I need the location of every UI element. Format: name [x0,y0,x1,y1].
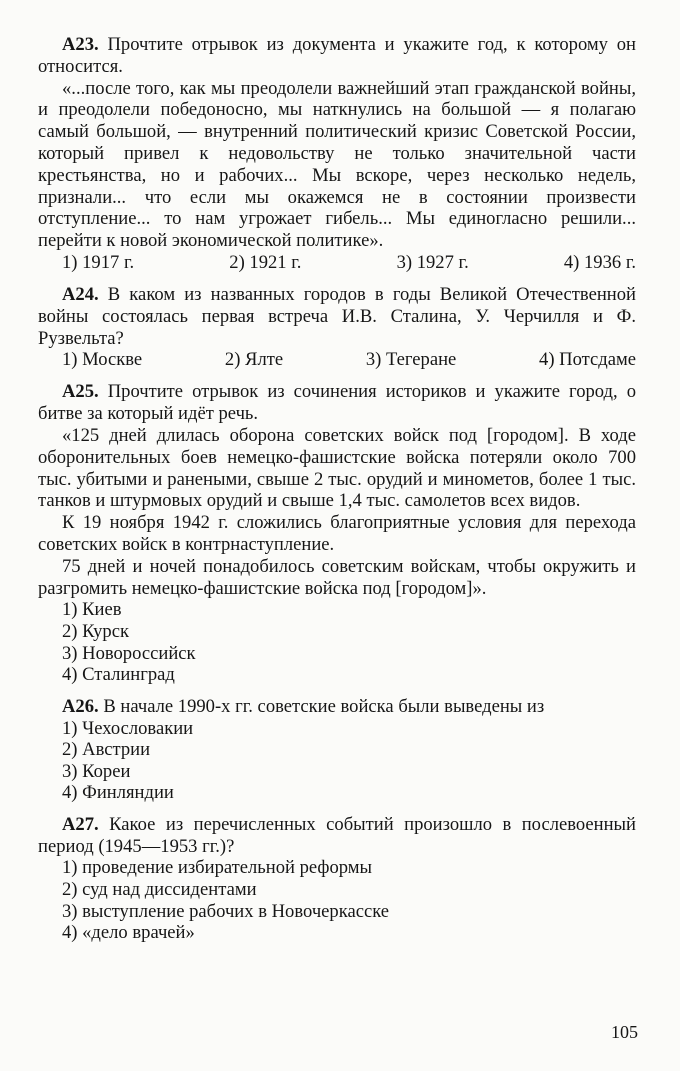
question-a27-text [38,814,636,858]
question-a26-text [38,696,636,718]
question-prompt: В каком из названных городов в годы Великой Отечественной войны состоялась первая встреча И.В. Сталина, У. Черчилля и Ф. Рузвельта? [38,283,636,349]
answer-option: 2) Ялте [224,349,284,371]
answer-option: 1) Москве [62,349,143,371]
question-prompt: Какое из перечисленных событий произошло в послевоенный период (1945—1953 гг.)? [38,813,637,857]
question-prompt: Прочтите отрывок из сочинения историков и укажите город, о битве за который идёт речь. [38,381,636,425]
answer-option: 4) Финляндии [62,782,174,804]
answer-option: 1) 1917 г. [62,251,135,273]
answer-option: 4) «дело врачей» [62,922,195,944]
answer-options-list [38,718,636,804]
question-prompt: В начале 1990-х гг. советские войска были выведены из [103,695,545,717]
question-prompt: Прочтите отрывок из документа и укажите год, к которому он относится. [38,34,637,77]
excerpt-paragraph: 75 дней и ночей понадобилось советским войскам, чтобы окружить и разгромить немецко-фашистские войска под [городом]». [38,555,636,599]
question-a23-text [38,34,636,78]
question-a27 [38,814,636,944]
answer-options-row [38,252,636,274]
page-content [38,34,636,944]
answer-option: 3) Тегеране [365,349,457,371]
document-quote: «...после того, как мы преодолели важнейший этап гражданской войны, и преодолели победоносно, мы наткнулись на большой — я полагаю самый большой, — внутренний политический кризис Советской России, который привел к недовольству не только значительной части крестьянства, но и рабочих... Мы вскоре, через несколько недель, признали... что если мы окажемся не в состоянии произвести отступление... то нам угрожает гибель... Мы единогласно решили... перейти к новой экономической политике». [38,77,636,252]
question-a24 [38,284,636,371]
question-number: А23. [62,34,99,55]
excerpt-paragraph: К 19 ноября 1942 г. сложились благоприятные условия для перехода советских войск в контрнаступление. [38,512,636,555]
answer-option: 2) Курск [62,620,130,642]
answer-option: 3) Кореи [62,760,131,782]
answer-option: 1) Чехословакии [62,717,194,739]
question-a23 [38,34,636,274]
answer-option: 4) Сталинград [62,664,175,686]
question-number: А24. [62,283,99,305]
answer-option: 2) 1921 г. [229,251,302,273]
answer-option: 3) 1927 г. [396,251,469,273]
excerpt-paragraph: «125 дней длилась оборона советских войск под [городом]. В ходе оборонительных боев немецко-фашистские войска потеряли около 700 тыс. убитыми и ранеными, свыше 2 тыс. орудий и минометов, более 1 тыс. танков и штурмовых орудий и свыше 1,4 тыс. самолетов всех видов. [38,424,636,512]
question-a25-text [38,381,636,425]
question-number: А26. [62,695,99,717]
answer-option: 1) Киев [62,599,122,621]
page-number: 105 [611,1022,638,1042]
question-number: А25. [62,381,99,403]
answer-option: 3) выступление рабочих в Новочеркасске [62,900,390,922]
question-a26 [38,696,636,804]
question-number: А27. [62,813,99,835]
answer-option: 4) Потсдаме [539,349,636,371]
answer-option: 2) Австрии [62,739,151,761]
question-a24-text [38,284,636,349]
answer-option: 1) проведение избирательной реформы [62,857,373,879]
answer-option: 4) 1936 г. [563,251,636,273]
answer-options-list [38,857,636,943]
answer-options-row [38,349,636,371]
answer-option: 3) Новороссийск [62,642,196,664]
answer-option: 2) суд над диссидентами [62,879,257,901]
answer-options-list [38,599,636,685]
question-a25 [38,381,636,685]
